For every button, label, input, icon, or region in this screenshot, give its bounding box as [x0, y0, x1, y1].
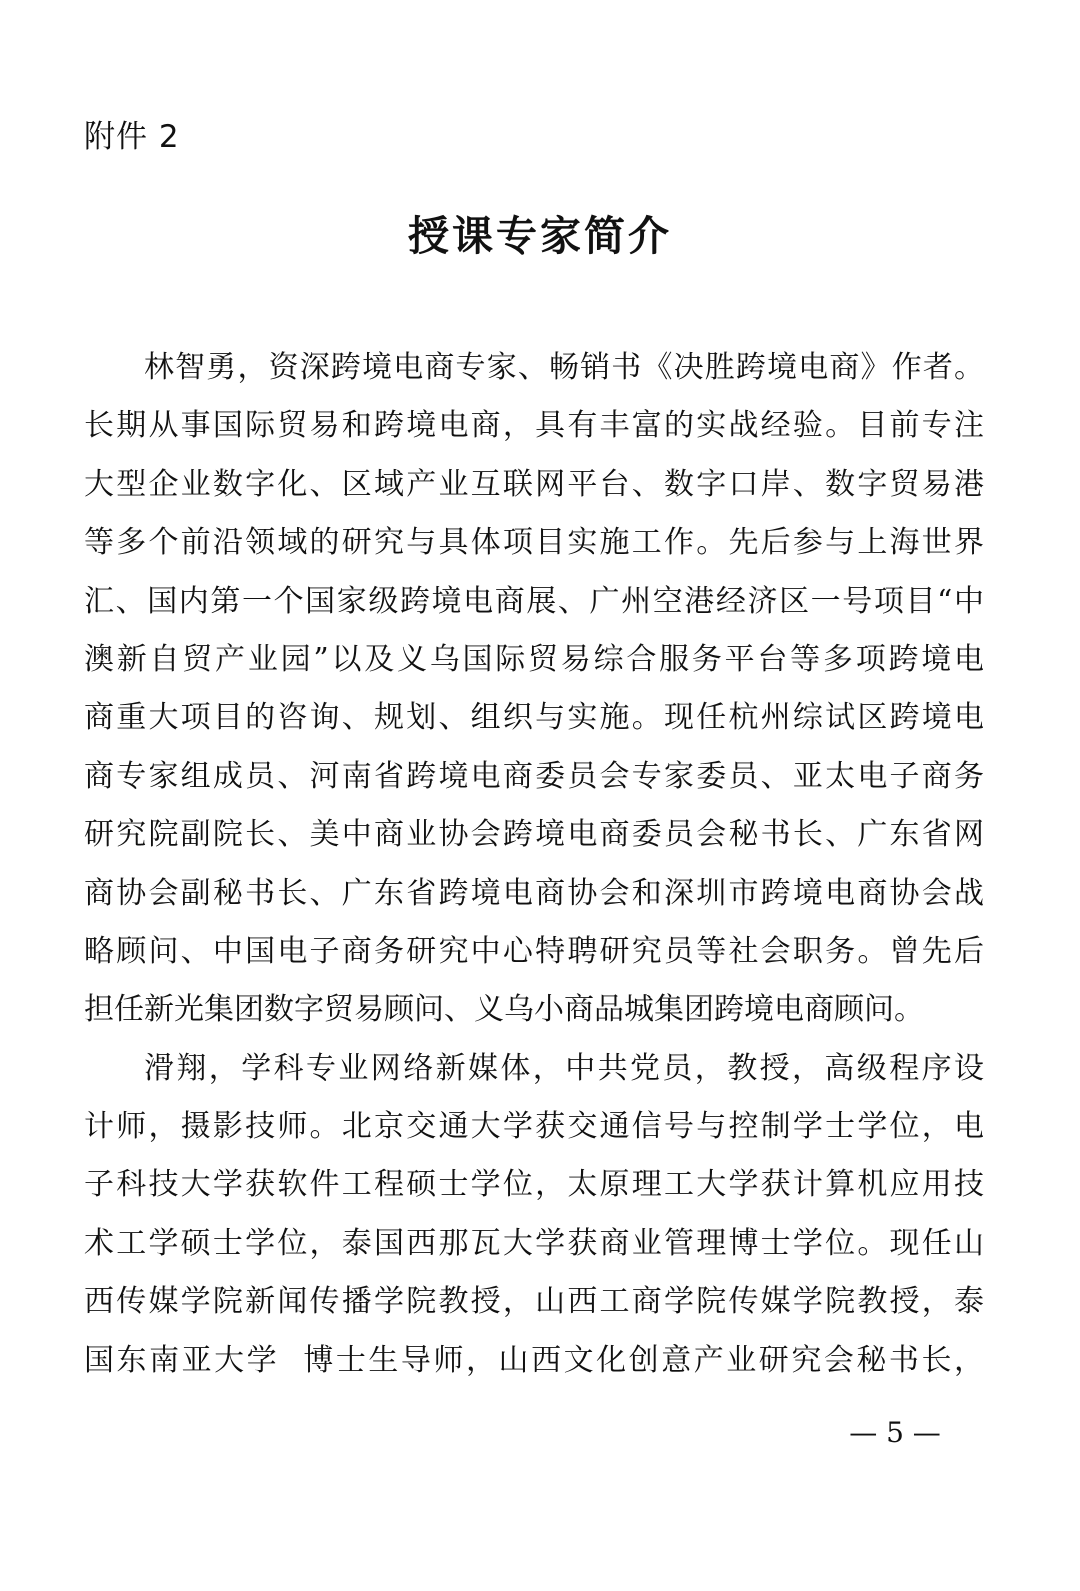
attachment-label: 附件 2	[84, 119, 180, 155]
paragraph-1-line: 研究院副院长、美中商业协会跨境电商委员会秘书长、广东省网	[84, 817, 984, 853]
paragraph-1-line: 担任新光集团数字贸易顾问、义乌小商品城集团跨境电商顾问。	[84, 992, 924, 1028]
paragraph-1-line: 商重大项目的咨询、规划、组织与实施。现任杭州综试区跨境电	[84, 700, 984, 736]
paragraph-2-line: 子科技大学获软件工程硕士学位，太原理工大学获计算机应用技	[84, 1167, 984, 1203]
paragraph-1-line: 林智勇，资深跨境电商专家、畅销书《决胜跨境电商》作者。	[144, 350, 984, 385]
paragraph-1-line: 澳新自贸产业园”以及义乌国际贸易综合服务平台等多项跨境电	[84, 641, 984, 677]
document-title: 授课专家简介	[408, 212, 672, 260]
paragraph-2-line: 国东南亚大学 博士生导师，山西文化创意产业研究会秘书长，	[84, 1342, 984, 1378]
paragraph-1-line: 商专家组成员、河南省跨境电商委员会专家委员、亚太电子商务	[84, 758, 984, 794]
paragraph-2-line: 滑翔，学科专业网络新媒体，中共党员，教授，高级程序设	[144, 1050, 984, 1086]
paragraph-1-line: 汇、国内第一个国家级跨境电商展、广州空港经济区一号项目“中	[84, 583, 984, 619]
body-text	[84, 339, 984, 1390]
paragraph-2-line: 计师，摄影技师。北京交通大学获交通信号与控制学士学位，电	[84, 1109, 984, 1145]
paragraph-1-line: 商协会副秘书长、广东省跨境电商协会和深圳市跨境电商协会战	[84, 875, 984, 911]
paragraph-2-line: 术工学硕士学位，泰国西那瓦大学获商业管理博士学位。现任山	[84, 1225, 984, 1261]
page-number: — 5 —	[849, 1416, 941, 1449]
paragraph-1-line: 长期从事国际贸易和跨境电商，具有丰富的实战经验。目前专注	[84, 408, 984, 444]
paragraph-1-line: 大型企业数字化、区域产业互联网平台、数字口岸、数字贸易港	[84, 466, 984, 502]
paragraph-2-line: 西传媒学院新闻传播学院教授，山西工商学院传媒学院教授，泰	[84, 1284, 984, 1320]
paragraph-1-line: 等多个前沿领域的研究与具体项目实施工作。先后参与上海世界	[84, 525, 984, 561]
paragraph-1-line: 略顾问、中国电子商务研究中心特聘研究员等社会职务。曾先后	[84, 933, 984, 969]
